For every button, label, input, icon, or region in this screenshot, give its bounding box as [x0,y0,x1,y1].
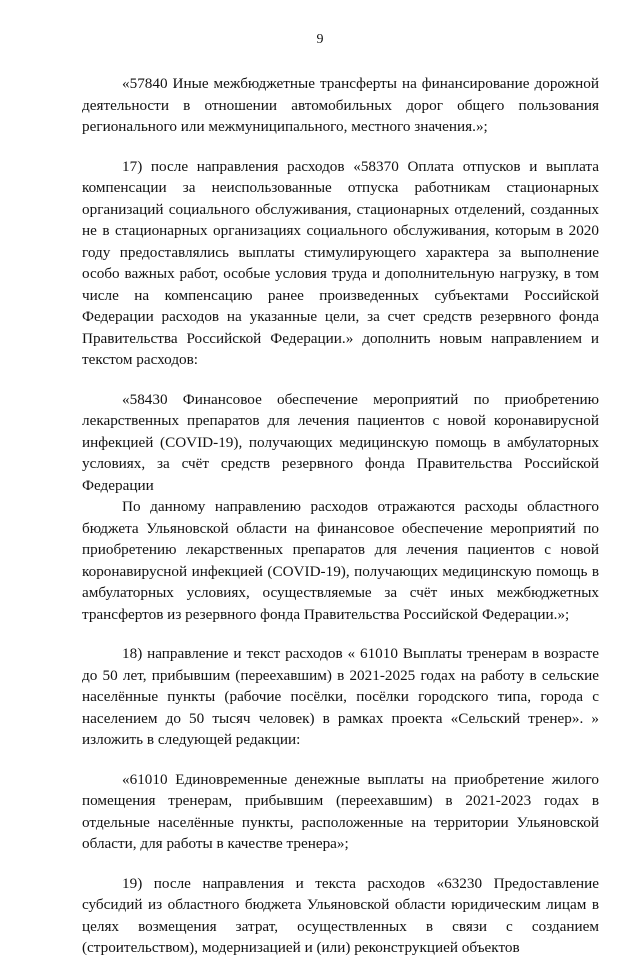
document-body [82,73,599,959]
paragraph-58430-description: По данному направлению расходов отражаются расходы областного бюджета Ульяновской области на финансовое обеспечение мероприятий по приобретению лекарственных препаратов для лечения пациентов с новой коронавирусной инфекцией (COVID-19), получающих медицинскую помощь в амбулаторных условиях, осуществляемые за счёт иных межбюджетных трансфертов из резервного фонда Правительства Российской Федерации.»; [82,498,599,623]
paragraph-61010: «61010 Единовременные денежные выплаты на приобретение жилого помещения тренерам, прибывшим (переехавшим) в 2021-2023 годах в отдельные населённые пункты, расположенные на территории Ульяновской области, для работы в качестве тренера»; [82,770,599,852]
paragraph-item-18: 18) направление и текст расходов « 61010 Выплаты тренерам в возрасте до 50 лет, прибывшим (переехавшим) в 2021-2025 годах на работу в сельские населённые пункты (рабочие посёлки, посёлки городского типа, города с населением до 50 тысяч человек) в рамках проекта «Сельский тренер». » изложить в следующей редакции: [82,645,599,748]
paragraph-57840: «57840 Иные межбюджетные трансферты на финансирование дорожной деятельности в отношении автомобильных дорог общего пользования регионального или межмуниципального, местного значения.»; [82,75,599,135]
page-number: 9 [316,32,324,47]
paragraph-item-19: 19) после направления и текста расходов «63230 Предоставление субсидий из областного бюджета Ульяновской области юридическим лицам в целях возмещения затрат, осуществленных в связи с созданием (строительством), модернизацией и (или) реконструкцией объектов [82,874,599,956]
paragraph-58430: «58430 Финансовое обеспечение мероприятий по приобретению лекарственных препаратов для лечения пациентов с новой коронавирусной инфекцией (COVID-19), получающих медицинскую помощь в амбулаторных условиях, за счёт средств резервного фонда Правительства Российской Федерации [82,390,599,494]
paragraph-item-17: 17) после направления расходов «58370 Оплата отпусков и выплата компенсации за неиспользованные отпуска работникам стационарных организаций социального обслуживания, стационарных отделений, созданных не в стационарных организациях социального обслуживания, которым в 2020 году предоставлялись выплаты стимулирующего характера за выполнение особо важных работ, особые условия труда и дополнительную нагрузку, в том числе на компенсацию ранее произведенных субъектами Российской Федерации расходов на указанные цели, за счет средств резервного фонда Правительства Российской Федерации.» дополнить новым направлением и текстом расходов: [82,157,599,368]
